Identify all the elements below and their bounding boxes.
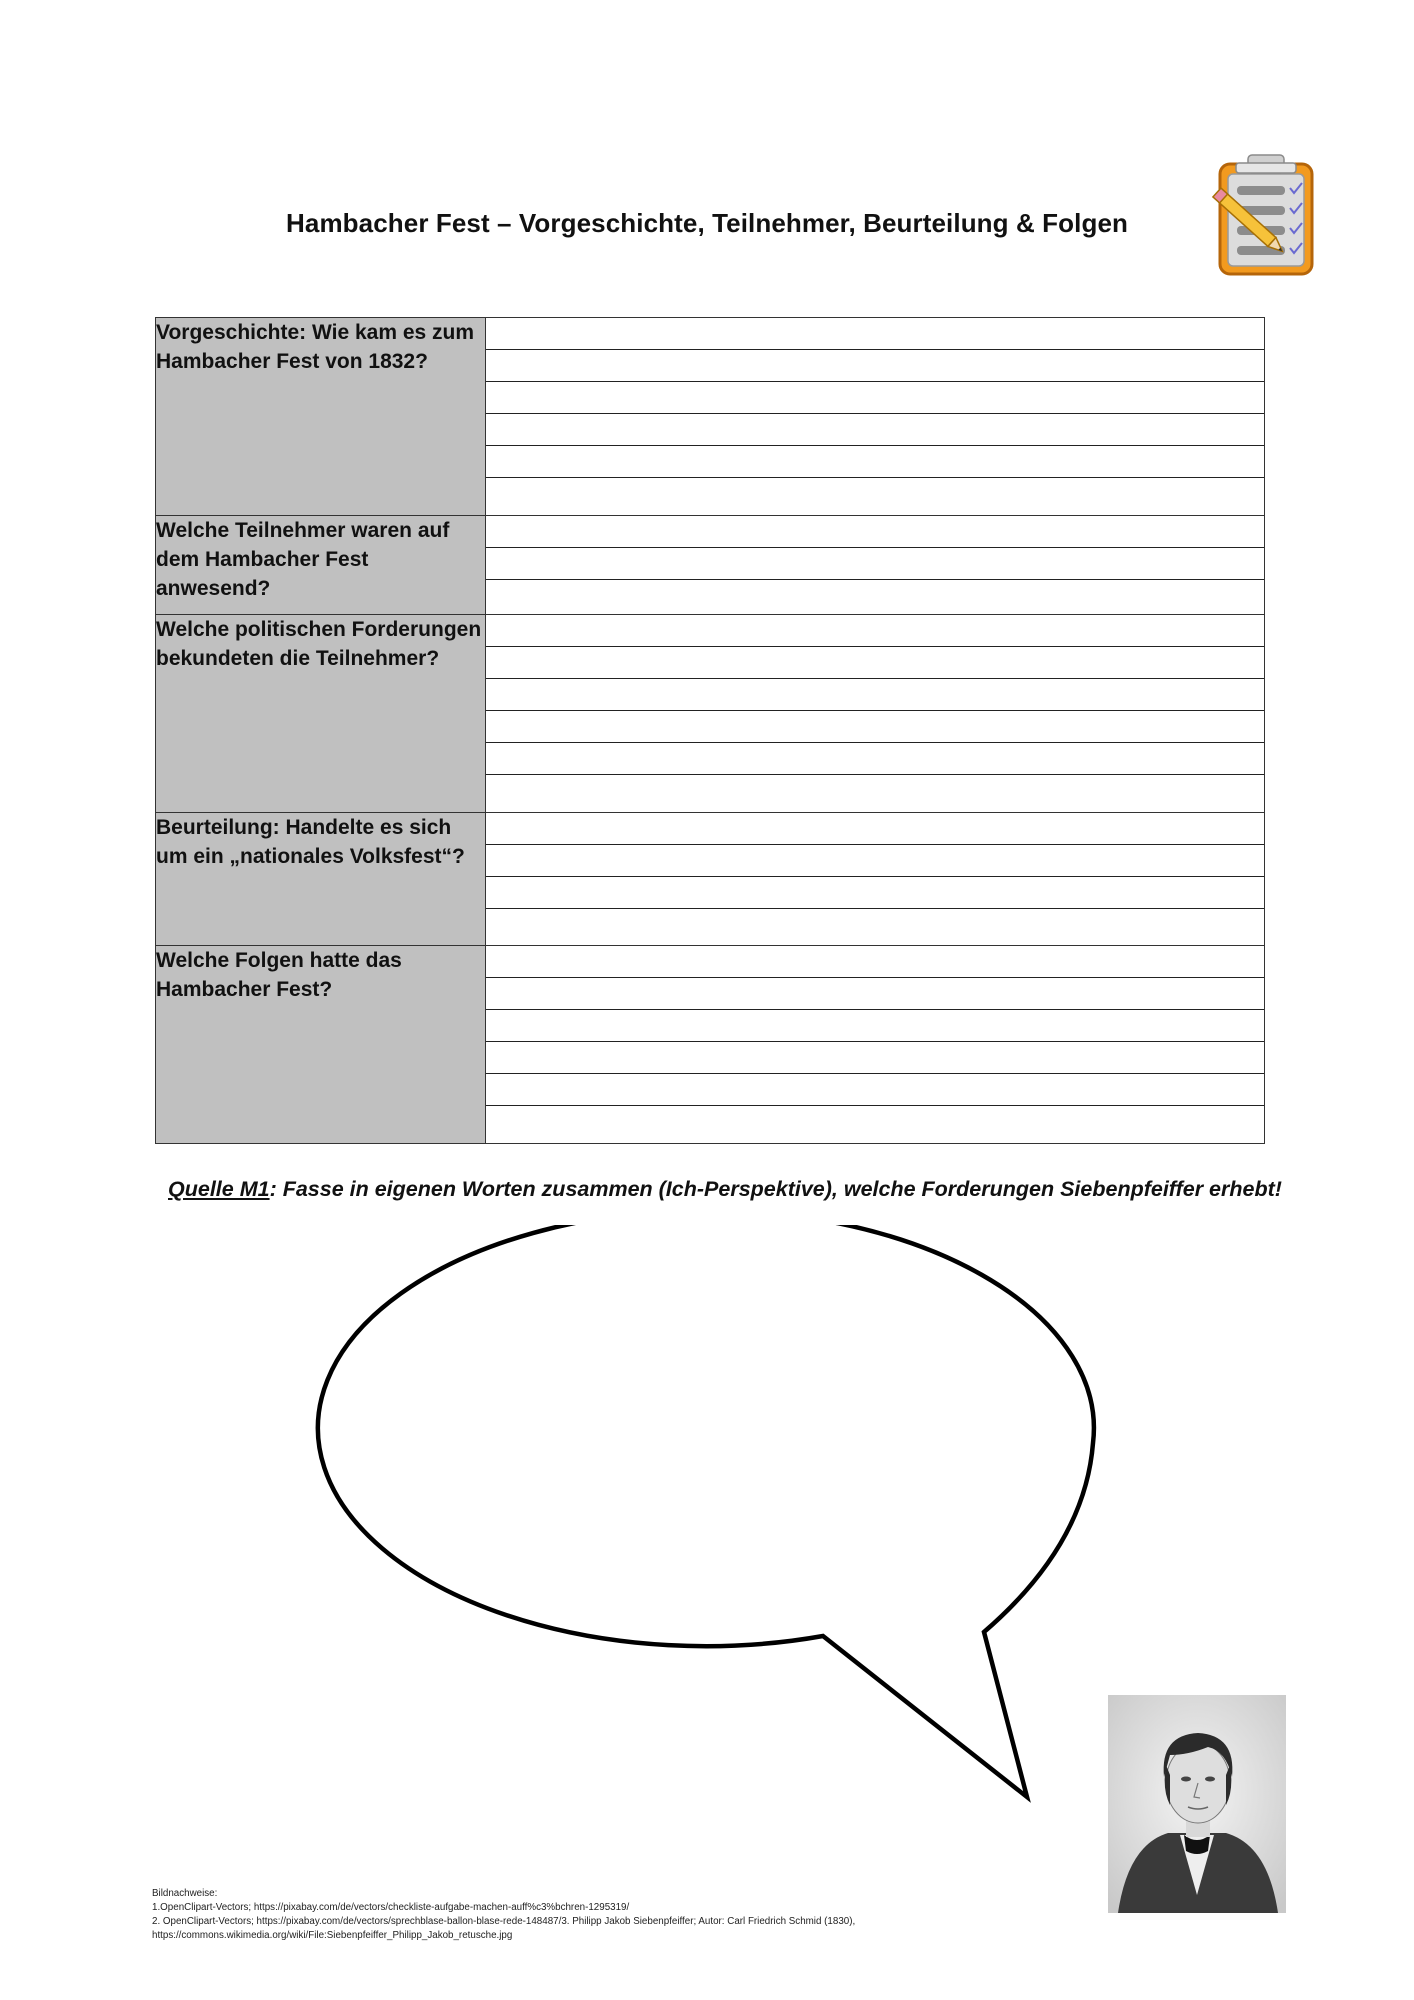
answer-line[interactable] xyxy=(486,877,1264,909)
answer-cell[interactable] xyxy=(486,946,1265,1144)
worksheet-table xyxy=(155,317,1265,1144)
table-row xyxy=(156,946,1265,1144)
credit-line-3: https://commons.wikimedia.org/wiki/File:Siebenpfeiffer_Philipp_Jakob_retusche.jpg xyxy=(152,1930,513,1941)
credit-line-1: 1.OpenClipart-Vectors; https://pixabay.com/de/vectors/checkliste-aufgabe-machen-auff%c3%bchren-1295319/ xyxy=(152,1902,630,1913)
answer-cell[interactable] xyxy=(486,615,1265,813)
speech-bubble[interactable] xyxy=(310,1225,1100,1805)
table-row xyxy=(156,516,1265,615)
table-row xyxy=(156,813,1265,946)
instruction-text xyxy=(168,1177,1288,1202)
question-cell: Welche politischen Forderungen bekundeten die Teilnehmer? xyxy=(156,615,486,813)
answer-line[interactable] xyxy=(486,414,1264,446)
answer-line[interactable] xyxy=(486,446,1264,478)
source-label: Quelle M1 xyxy=(168,1177,270,1201)
answer-line[interactable] xyxy=(486,548,1264,580)
answer-line[interactable] xyxy=(486,1042,1264,1074)
answer-line[interactable] xyxy=(486,350,1264,382)
answer-line[interactable] xyxy=(486,813,1264,845)
answer-line[interactable] xyxy=(486,318,1264,350)
answer-line[interactable] xyxy=(486,679,1264,711)
answer-line[interactable] xyxy=(486,615,1264,647)
answer-cell[interactable] xyxy=(486,516,1265,615)
question-cell: Beurteilung: Handelte es sich um ein „nationales Volksfest“? xyxy=(156,813,486,946)
answer-line[interactable] xyxy=(486,743,1264,775)
page-title: Hambacher Fest – Vorgeschichte, Teilnehmer, Beurteilung & Folgen xyxy=(286,208,1128,238)
answer-cell[interactable] xyxy=(486,318,1265,516)
credits-heading: Bildnachweise: xyxy=(152,1888,218,1899)
table-row xyxy=(156,615,1265,813)
answer-line[interactable] xyxy=(486,1010,1264,1042)
answer-line[interactable] xyxy=(486,711,1264,743)
instruction-body: : Fasse in eigenen Worten zusammen (Ich-Perspektive), welche Forderungen Siebenpfeiffer erhebt! xyxy=(269,1177,1282,1201)
question-cell: Welche Folgen hatte das Hambacher Fest? xyxy=(156,946,486,1144)
credit-line-2: 2. OpenClipart-Vectors; https://pixabay.com/de/vectors/sprechblase-ballon-blase-rede-148487/3. Philipp Jakob Siebenpfeiffer; Autor: Carl Friedrich Schmid (1830), xyxy=(152,1916,856,1927)
portrait-siebenpfeiffer xyxy=(1108,1695,1286,1913)
answer-line[interactable] xyxy=(486,845,1264,877)
clipboard-checklist-pencil-icon xyxy=(1206,150,1316,278)
answer-line[interactable] xyxy=(486,1074,1264,1106)
answer-line[interactable] xyxy=(486,647,1264,679)
question-cell: Welche Teilnehmer waren auf dem Hambacher Fest anwesend? xyxy=(156,516,486,615)
answer-line[interactable] xyxy=(486,516,1264,548)
answer-cell[interactable] xyxy=(486,813,1265,946)
answer-line[interactable] xyxy=(486,978,1264,1010)
image-credits xyxy=(152,1887,1162,1943)
answer-line[interactable] xyxy=(486,382,1264,414)
answer-line[interactable] xyxy=(486,946,1264,978)
table-row xyxy=(156,318,1265,516)
question-cell: Vorgeschichte: Wie kam es zum Hambacher Fest von 1832? xyxy=(156,318,486,516)
